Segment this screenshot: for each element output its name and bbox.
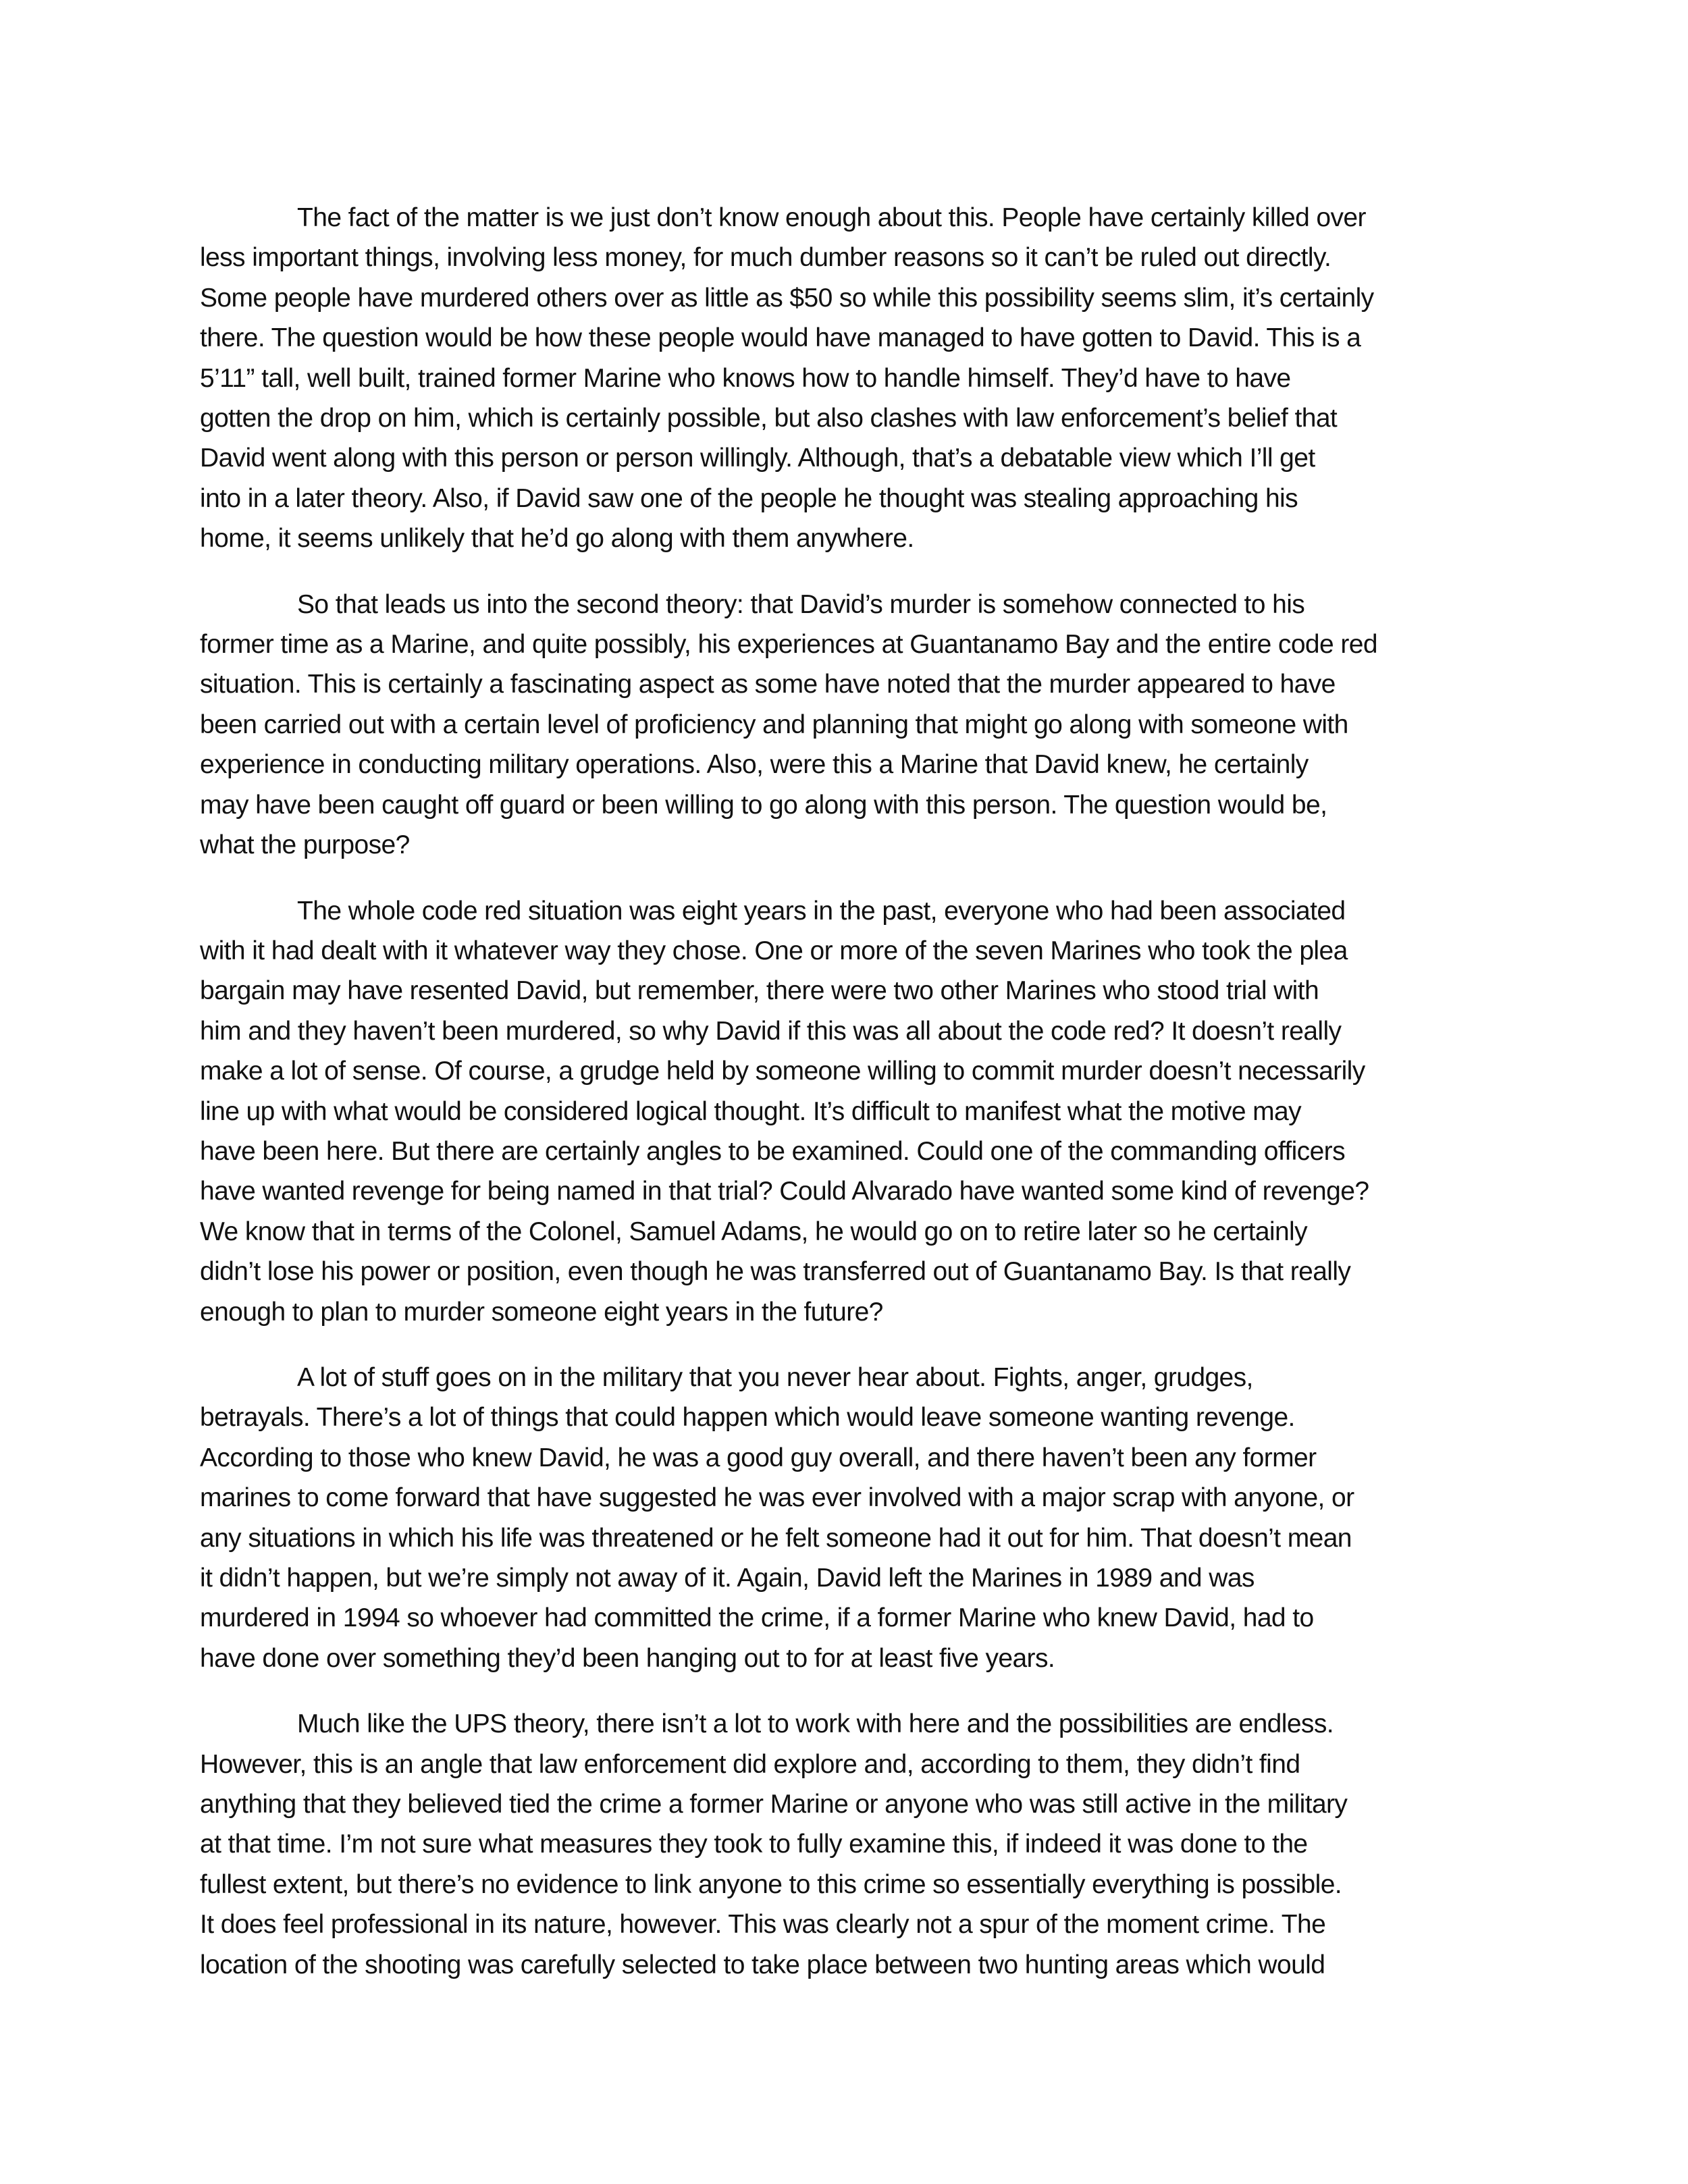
text-line: make a lot of sense. Of course, a grudge held by someone willing to commit murder doesn’t necessarily <box>200 1057 1365 1086</box>
text-line: According to those who knew David, he was a good guy overall, and there haven’t been any former <box>200 1443 1317 1472</box>
text-line: been carried out with a certain level of proficiency and planning that might go along with someone with <box>200 710 1348 739</box>
text-line: David went along with this person or person willingly. Although, that’s a debatable view which I’ll get <box>200 444 1315 473</box>
text-line: any situations in which his life was threatened or he felt someone had it out for him. That doesn’t mean <box>200 1523 1352 1553</box>
text-line: at that time. I’m not sure what measures they took to fully examine this, if indeed it was done to the <box>200 1830 1308 1859</box>
text-line: A lot of stuff goes on in the military that you never hear about. Fights, anger, grudges, <box>297 1362 1253 1392</box>
text-line: home, it seems unlikely that he’d go along with them anywhere. <box>200 524 914 554</box>
text-line: there. The question would be how these people would have managed to have gotten to David. This is a <box>200 323 1361 353</box>
text-line: didn’t lose his power or position, even though he was transferred out of Guantanamo Bay. Is that really <box>200 1257 1351 1287</box>
text-line: gotten the drop on him, which is certainly possible, but also clashes with law enforcement’s belief that <box>200 404 1338 433</box>
text-line: enough to plan to murder someone eight years in the future? <box>200 1297 883 1327</box>
text-line: However, this is an angle that law enforcement did explore and, according to them, they didn’t find <box>200 1749 1300 1779</box>
text-line: fullest extent, but there’s no evidence to link anyone to this crime so essentially everything is possible. <box>200 1869 1342 1899</box>
text-line: murdered in 1994 so whoever had committed the crime, if a former Marine who knew David, had to <box>200 1603 1314 1633</box>
text-line: Some people have murdered others over as little as $50 so while this possibility seems slim, it’s certainly <box>200 283 1374 313</box>
text-line: may have been caught off guard or been willing to go along with this person. The question would be, <box>200 790 1327 820</box>
paragraph <box>200 198 1483 559</box>
document-body <box>200 198 1483 2010</box>
text-line: betrayals. There’s a lot of things that could happen which would leave someone wanting revenge. <box>200 1403 1295 1433</box>
text-line: The whole code red situation was eight years in the past, everyone who had been associated <box>297 896 1346 926</box>
text-line: into in a later theory. Also, if David saw one of the people he thought was stealing approaching his <box>200 483 1298 513</box>
text-line: have been here. But there are certainly angles to be examined. Could one of the commanding officers <box>200 1136 1345 1166</box>
text-line: marines to come forward that have suggested he was ever involved with a major scrap with anyone, or <box>200 1483 1354 1513</box>
text-line: have wanted revenge for being named in that trial? Could Alvarado have wanted some kind of revenge? <box>200 1177 1369 1206</box>
text-line: situation. This is certainly a fascinating aspect as some have noted that the murder appeared to have <box>200 670 1336 699</box>
text-line: it didn’t happen, but we’re simply not away of it. Again, David left the Marines in 1989 and was <box>200 1564 1255 1593</box>
text-line: We know that in terms of the Colonel, Samuel Adams, he would go on to retire later so he certainly <box>200 1217 1308 1246</box>
text-line: bargain may have resented David, but remember, there were two other Marines who stood trial with <box>200 976 1319 1006</box>
text-line: have done over something they’d been hanging out to for at least five years. <box>200 1643 1055 1673</box>
text-line: So that leads us into the second theory: that David’s murder is somehow connected to his <box>297 589 1305 619</box>
text-line: location of the shooting was carefully selected to take place between two hunting areas which would <box>200 1950 1325 1979</box>
paragraph <box>200 891 1483 1332</box>
text-line: with it had dealt with it whatever way they chose. One or more of the seven Marines who took the plea <box>200 936 1348 965</box>
text-line: Much like the UPS theory, there isn’t a lot to work with here and the possibilities are endless. <box>297 1709 1334 1739</box>
text-line: 5’11” tall, well built, trained former Marine who knows how to handle himself. They’d have to have <box>200 363 1291 393</box>
text-line: less important things, involving less money, for much dumber reasons so it can’t be ruled out directly. <box>200 243 1331 273</box>
paragraph <box>200 1704 1483 1985</box>
text-line: former time as a Marine, and quite possibly, his experiences at Guantanamo Bay and the entire code red <box>200 630 1377 660</box>
text-line: anything that they believed tied the crime a former Marine or anyone who was still active in the military <box>200 1790 1348 1819</box>
paragraph <box>200 585 1483 865</box>
text-line: him and they haven’t been murdered, so why David if this was all about the code red? It doesn’t really <box>200 1016 1342 1046</box>
text-line: The fact of the matter is we just don’t know enough about this. People have certainly killed over <box>297 203 1366 232</box>
text-line: what the purpose? <box>200 830 410 860</box>
text-line: experience in conducting military operations. Also, were this a Marine that David knew, he certainly <box>200 750 1309 780</box>
text-line: line up with what would be considered logical thought. It’s difficult to manifest what the motive may <box>200 1096 1302 1126</box>
paragraph <box>200 1358 1483 1678</box>
text-line: It does feel professional in its nature, however. This was clearly not a spur of the moment crime. The <box>200 1910 1326 1940</box>
